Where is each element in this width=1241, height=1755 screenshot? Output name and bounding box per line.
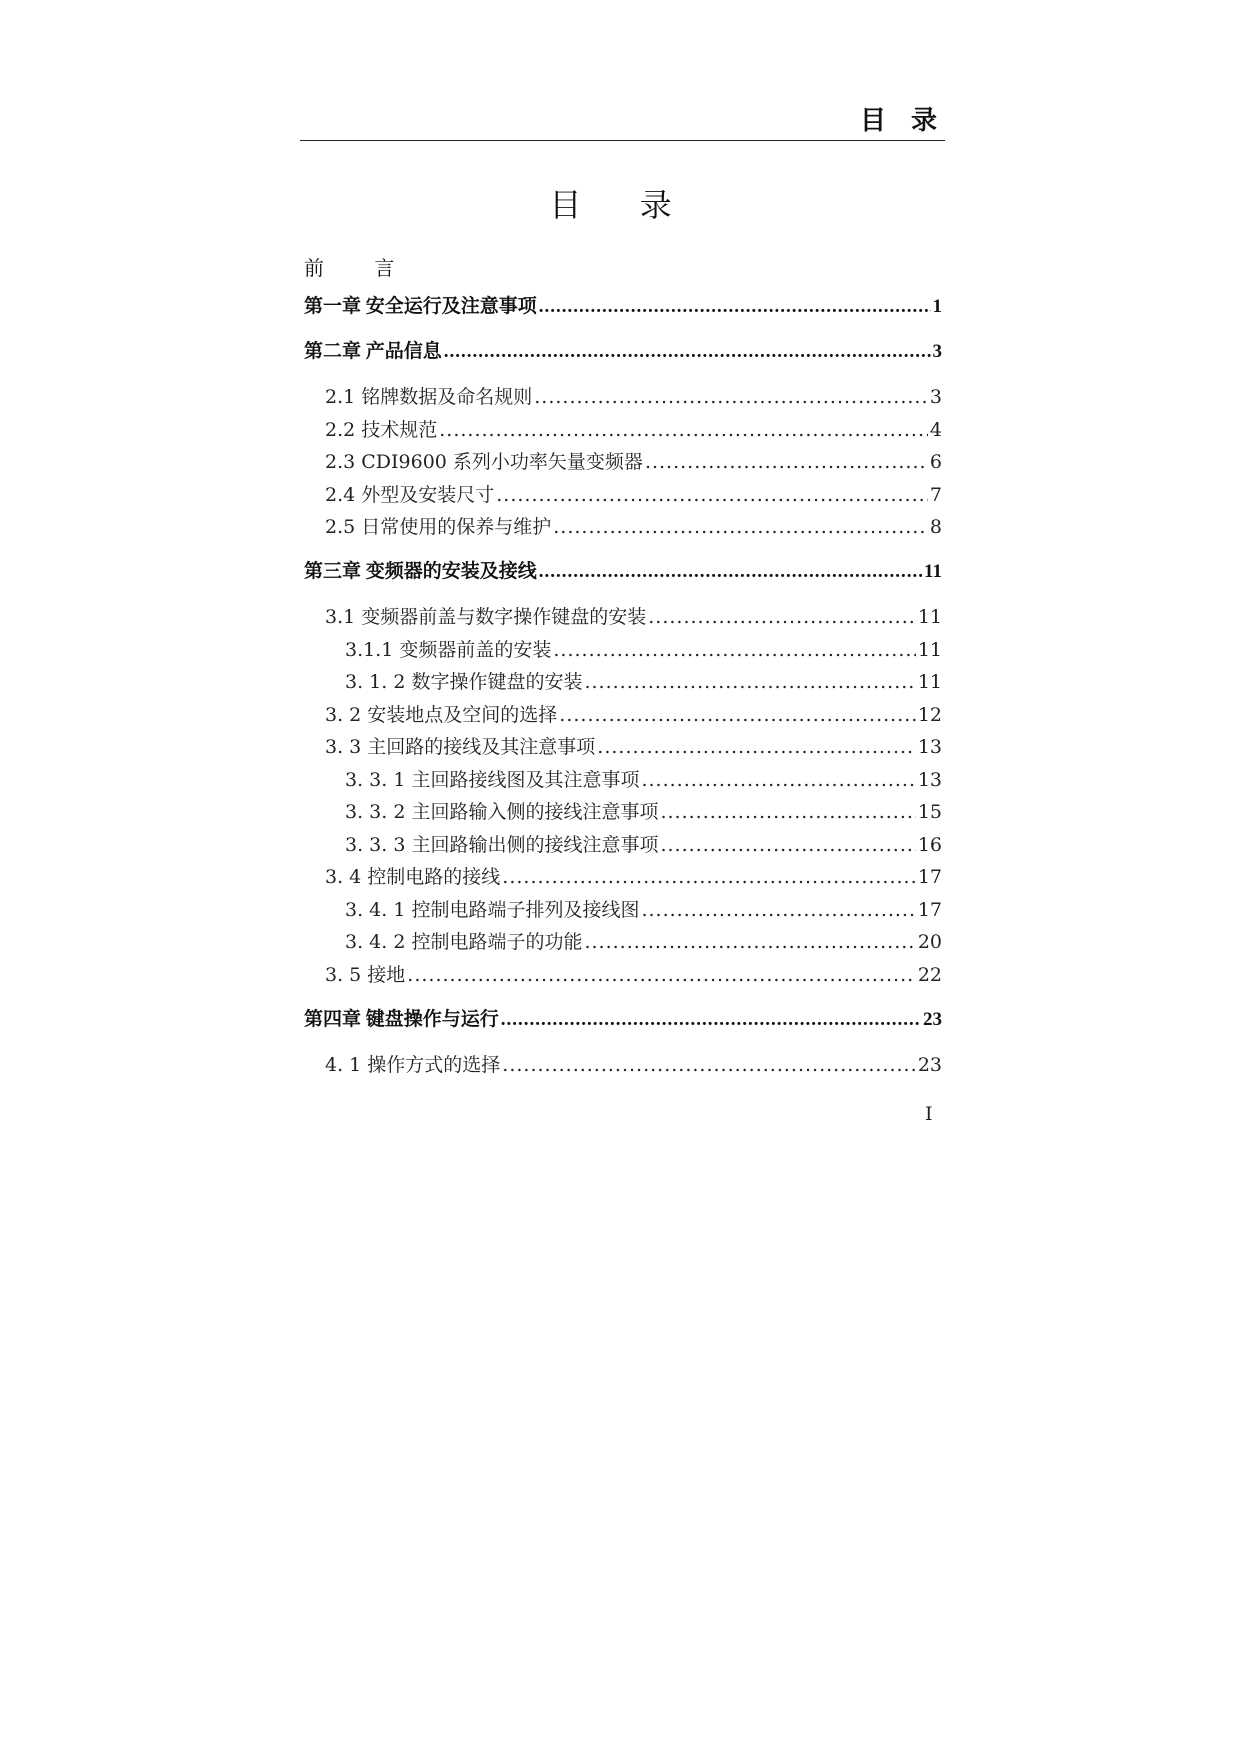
toc-entry-label: 3. 1. 2 数字操作键盘的安装 xyxy=(345,671,583,693)
dot-leader xyxy=(553,515,928,539)
toc-entry-page: 3 xyxy=(932,341,942,362)
toc-entry xyxy=(325,735,942,759)
toc-entry-page: 17 xyxy=(917,866,942,888)
toc-entry xyxy=(345,898,942,922)
toc-entry-label: 3. 5 接地 xyxy=(325,963,406,986)
toc-entry-page: 7 xyxy=(929,483,942,506)
toc-entry-page: 20 xyxy=(917,931,942,953)
dot-leader xyxy=(559,703,916,727)
toc-entry-page: 12 xyxy=(917,703,942,726)
toc-entry-label: 3. 3 主回路的接线及其注意事项 xyxy=(325,736,596,758)
dot-leader xyxy=(407,963,916,987)
dot-leader xyxy=(645,450,928,474)
toc-entry xyxy=(325,515,942,539)
dot-leader xyxy=(660,800,915,824)
toc-entry-page: 8 xyxy=(929,516,942,538)
dot-leader xyxy=(539,560,922,584)
toc-entry xyxy=(325,703,942,727)
page-number: I xyxy=(925,1103,933,1125)
dot-leader xyxy=(444,340,931,364)
dot-leader xyxy=(584,930,915,954)
toc-entry-page: 11 xyxy=(917,638,942,661)
dot-leader xyxy=(648,605,916,629)
toc-entry-page: 11 xyxy=(917,671,942,693)
dot-leader xyxy=(539,295,931,319)
toc-entry xyxy=(345,833,942,857)
toc-entry-page: 17 xyxy=(917,898,942,921)
toc-entry-page: 22 xyxy=(917,963,942,986)
toc-entry xyxy=(325,483,942,507)
toc-entry xyxy=(304,340,942,364)
header-rule xyxy=(300,140,945,141)
toc-entry-label: 4. 1 操作方式的选择 xyxy=(325,1053,501,1076)
toc-entry xyxy=(304,1008,942,1032)
toc-entry-label: 2.5 日常使用的保养与维护 xyxy=(325,516,552,538)
toc-entry-page: 23 xyxy=(923,1008,942,1030)
toc-entry xyxy=(345,670,942,694)
dot-leader xyxy=(597,735,916,759)
toc-entry-label: 3. 4. 2 控制电路端子的功能 xyxy=(345,931,583,953)
toc-entry xyxy=(304,560,942,584)
page-title: 目 录 xyxy=(549,186,696,224)
toc-entry-label: 第四章 键盘操作与运行 xyxy=(304,1008,499,1030)
toc-entry-page: 11 xyxy=(924,561,942,582)
toc-entry xyxy=(325,450,942,474)
toc-entry-page: 1 xyxy=(932,296,942,317)
dot-leader xyxy=(534,385,928,409)
toc-entry-page: 13 xyxy=(917,768,942,791)
toc-entry-page: 3 xyxy=(929,386,942,408)
toc-entry-label: 3. 3. 3 主回路输出侧的接线注意事项 xyxy=(345,833,659,856)
toc-preface: 前 言 xyxy=(304,256,417,280)
toc-entry-page: 23 xyxy=(917,1053,942,1076)
dot-leader xyxy=(641,768,915,792)
dot-leader xyxy=(553,638,915,662)
toc-entry xyxy=(325,605,942,629)
toc-entry-label: 2.3 CDI9600 系列小功率矢量变频器 xyxy=(325,451,643,473)
toc-entry-label: 3.1 变频器前盖与数字操作键盘的安装 xyxy=(325,606,647,628)
toc-entry xyxy=(345,768,942,792)
toc-entry-label: 3. 4. 1 控制电路端子排列及接线图 xyxy=(345,898,640,921)
dot-leader xyxy=(502,865,916,889)
toc-entry xyxy=(325,385,942,409)
toc-entry-page: 4 xyxy=(929,418,942,441)
toc-entry xyxy=(325,865,942,889)
dot-leader xyxy=(439,418,928,442)
toc-entry xyxy=(325,1053,942,1077)
toc-entry xyxy=(345,638,942,662)
toc-entry xyxy=(304,295,942,319)
dot-leader xyxy=(496,483,928,507)
toc-entry-label: 2.4 外型及安装尺寸 xyxy=(325,483,495,506)
toc-entry-page: 16 xyxy=(917,833,942,856)
toc-entry xyxy=(325,418,942,442)
toc-entry-label: 3. 2 安装地点及空间的选择 xyxy=(325,703,558,726)
dot-leader xyxy=(641,898,915,922)
dot-leader xyxy=(660,833,915,857)
toc-entry-label: 3. 3. 1 主回路接线图及其注意事项 xyxy=(345,768,640,791)
toc-entry xyxy=(325,963,942,987)
dot-leader xyxy=(584,670,915,694)
toc-entry-page: 15 xyxy=(917,801,942,823)
dot-leader xyxy=(501,1008,921,1032)
toc-entry-label: 3. 3. 2 主回路输入侧的接线注意事项 xyxy=(345,801,659,823)
toc-entry-page: 11 xyxy=(917,606,942,628)
running-header: 目 录 xyxy=(859,106,945,136)
toc-entry-label: 第三章 变频器的安装及接线 xyxy=(304,561,537,582)
toc-entry-label: 第二章 产品信息 xyxy=(304,341,442,362)
toc-entry-label: 2.1 铭牌数据及命名规则 xyxy=(325,386,533,408)
toc-entry-page: 13 xyxy=(917,736,942,758)
toc-entry xyxy=(345,930,942,954)
dot-leader xyxy=(502,1053,916,1077)
toc-entry-label: 第一章 安全运行及注意事项 xyxy=(304,296,537,317)
toc-entry-label: 2.2 技术规范 xyxy=(325,418,438,441)
toc-entry-page: 6 xyxy=(929,451,942,473)
toc-entry xyxy=(345,800,942,824)
toc-entry-label: 3.1.1 变频器前盖的安装 xyxy=(345,638,552,661)
toc-entry-label: 3. 4 控制电路的接线 xyxy=(325,866,501,888)
